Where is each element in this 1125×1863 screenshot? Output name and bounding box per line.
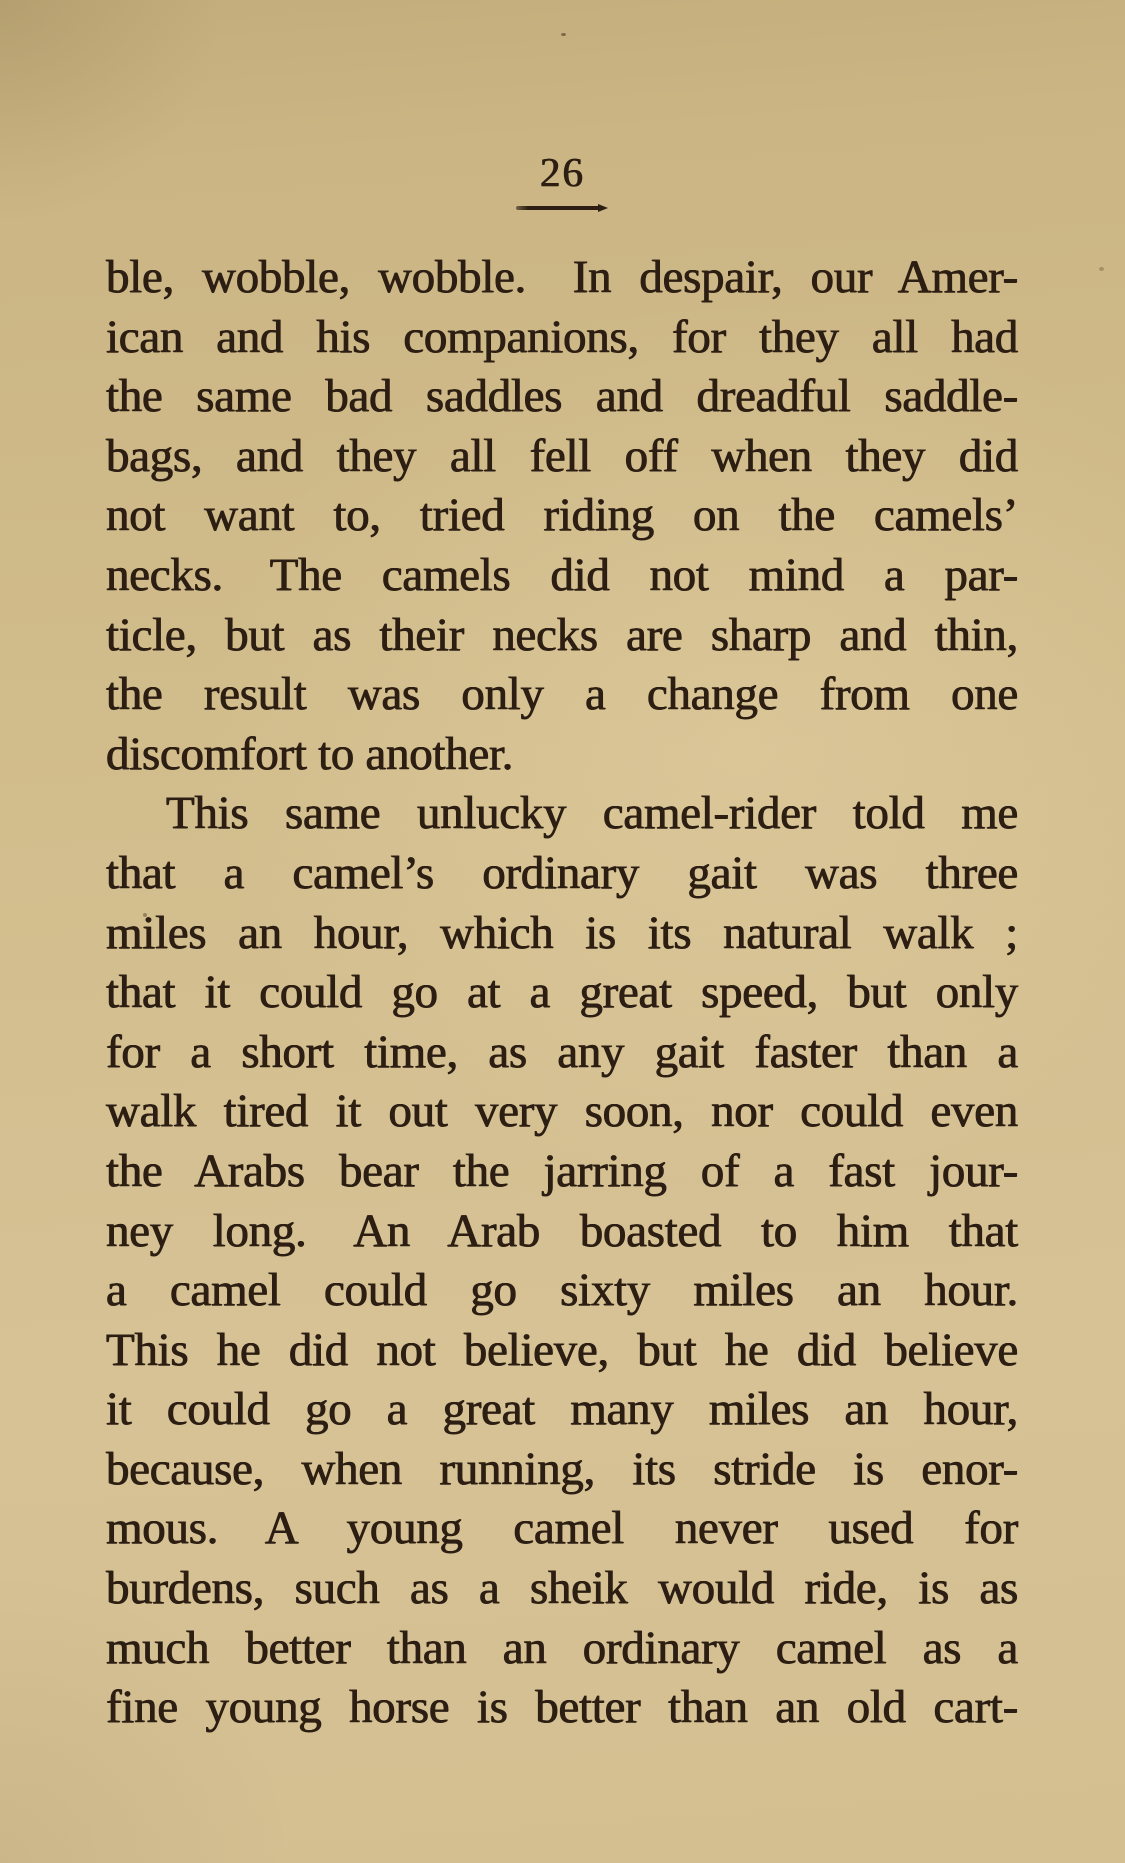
text-line: the Arabs bear the jarring of a fast jour-: [106, 1144, 1018, 1197]
paper-speck: [561, 33, 566, 36]
text-line: the same bad saddles and dreadful saddle-: [106, 370, 1018, 423]
paper-speck: [1099, 267, 1104, 271]
text-line: necks. The camels did not mind a par-: [106, 548, 1018, 601]
text-line: walk tired it out very soon, nor could even: [106, 1085, 1018, 1138]
text-line: ney long. An Arab boasted to him that: [106, 1204, 1018, 1257]
text-line: mous. A young camel never used for: [106, 1502, 1018, 1555]
body-text: [106, 248, 1018, 1738]
text-line: ican and his companions, for they all had: [106, 310, 1018, 363]
text-line: This same unlucky camel-rider told me: [166, 787, 1018, 840]
text-line: because, when running, its stride is enor-: [106, 1442, 1018, 1495]
text-line: that it could go at a great speed, but only: [106, 966, 1018, 1019]
text-line: This he did not believe, but he did believe: [106, 1323, 1018, 1376]
text-line: ble, wobble, wobble. In despair, our Amer-: [106, 251, 1018, 303]
page-number: 26: [540, 149, 585, 195]
text-line: much better than an ordinary camel as a: [106, 1621, 1018, 1674]
text-line: bags, and they all fell off when they did: [106, 429, 1018, 482]
text-line: it could go a great many miles an hour,: [106, 1383, 1018, 1436]
text-line: for a short time, as any gait faster than a: [106, 1025, 1018, 1078]
text-line: fine young horse is better than an old cart-: [106, 1681, 1018, 1734]
header-rule: [516, 206, 602, 210]
text-line: a camel could go sixty miles an hour.: [106, 1264, 1018, 1317]
text-line: not want to, tried riding on the camels’: [106, 489, 1018, 542]
text-line: ticle, but as their necks are sharp and thin,: [106, 608, 1018, 661]
text-line: burdens, such as a sheik would ride, is as: [106, 1562, 1018, 1615]
text-line: that a camel’s ordinary gait was three: [106, 846, 1018, 899]
text-line: miles an hour, which is its natural walk ;: [106, 906, 1018, 959]
text-line: discomfort to another.: [106, 727, 514, 780]
text-line: the result was only a change from one: [106, 668, 1018, 721]
